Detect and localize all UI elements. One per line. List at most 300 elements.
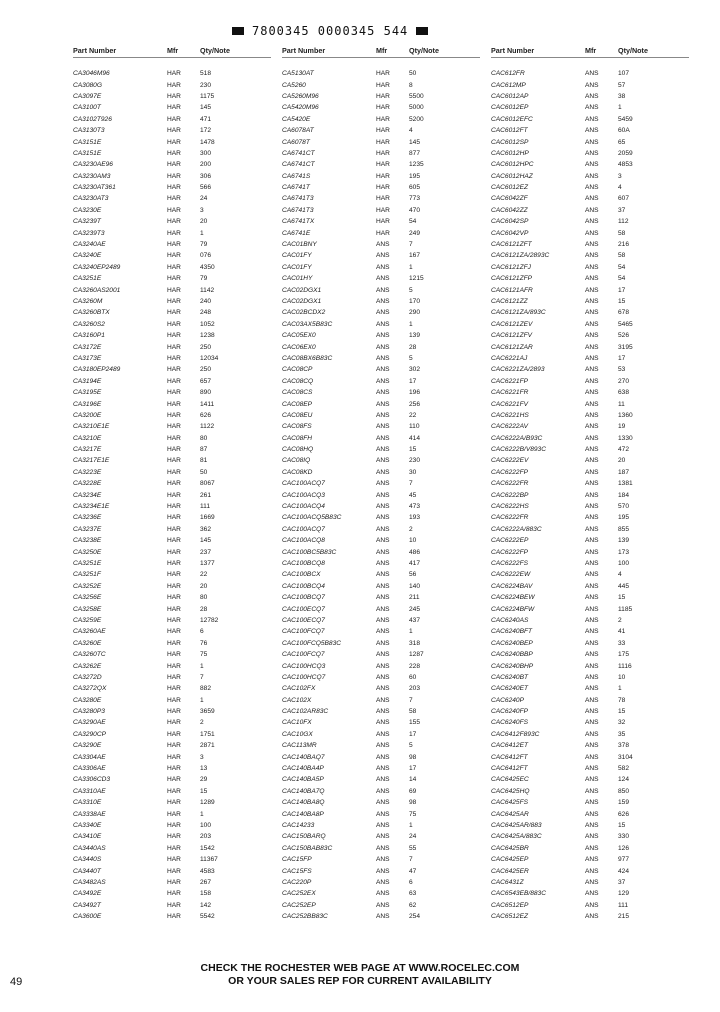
table-row	[491, 193, 689, 204]
qty-note-cell: 424	[618, 867, 630, 875]
table-row	[282, 68, 480, 79]
table-row	[73, 421, 271, 432]
qty-note-cell: 076	[200, 252, 212, 260]
table-row	[282, 900, 480, 911]
qty-note-cell: 1	[409, 628, 413, 636]
qty-note-cell: 1235	[409, 161, 424, 169]
mfr-cell: ANS	[585, 309, 599, 317]
qty-note-cell: 473	[409, 503, 421, 511]
qty-note-cell: 237	[200, 548, 212, 556]
qty-note-cell: 7	[409, 480, 413, 488]
table-row	[282, 148, 480, 159]
table-row	[282, 581, 480, 592]
table-row	[491, 865, 689, 876]
qty-note-cell: 256	[409, 400, 421, 408]
part-number-cell: CA3200E	[73, 411, 102, 419]
qty-note-cell: 245	[409, 605, 421, 613]
qty-note-cell: 69	[409, 787, 417, 795]
mfr-cell: ANS	[585, 890, 599, 898]
mfr-cell: ANS	[585, 708, 599, 716]
qty-note-cell: 626	[618, 810, 630, 818]
qty-note-cell: 203	[200, 833, 212, 841]
qty-note-cell: 4	[618, 184, 622, 192]
mfr-cell: HAR	[167, 685, 181, 693]
mfr-cell: ANS	[376, 605, 390, 613]
qty-note-cell: 145	[200, 537, 212, 545]
table-row	[73, 740, 271, 751]
qty-note-cell: 1360	[618, 411, 633, 419]
table-row	[282, 569, 480, 580]
qty-note-cell: 2059	[618, 149, 633, 157]
qty-note-cell: 15	[618, 821, 626, 829]
table-row	[491, 455, 689, 466]
table-row	[491, 820, 689, 831]
qty-note-cell: 526	[618, 332, 630, 340]
table-row	[282, 808, 480, 819]
qty-note-cell: 1	[200, 810, 204, 818]
table-row	[73, 763, 271, 774]
qty-note-cell: 4	[618, 571, 622, 579]
qty-note-cell: 1	[200, 662, 204, 670]
qty-note-cell: 100	[618, 559, 630, 567]
qty-note-cell: 15	[618, 708, 626, 716]
qty-note-cell: 6	[200, 628, 204, 636]
table-row	[282, 535, 480, 546]
part-number-cell: CA3160P1	[73, 332, 105, 340]
part-number-cell: CA3230AM3	[73, 172, 111, 180]
qty-note-cell: 184	[618, 491, 630, 499]
qty-note-cell: 28	[200, 605, 208, 613]
table-row	[73, 569, 271, 580]
table-row	[491, 307, 689, 318]
barcode-header	[232, 24, 452, 38]
part-number-cell: CAC10GX	[282, 730, 313, 738]
table-row	[73, 843, 271, 854]
mfr-cell: ANS	[376, 730, 390, 738]
mfr-cell: ANS	[376, 468, 390, 476]
qty-note-cell: 2	[200, 719, 204, 727]
table-row	[491, 535, 689, 546]
mfr-cell: HAR	[167, 856, 181, 864]
qty-note-cell: 54	[409, 218, 417, 226]
part-number-cell: CAC01FY	[282, 252, 312, 260]
part-number-cell: CA3338AE	[73, 810, 106, 818]
table-row	[73, 136, 271, 147]
table-row	[282, 387, 480, 398]
part-number-cell: CA6741CT	[282, 149, 315, 157]
table-row	[73, 114, 271, 125]
qty-note-cell: 24	[409, 833, 417, 841]
qty-note-cell: 24	[200, 195, 208, 203]
table-row	[282, 262, 480, 273]
mfr-cell: ANS	[585, 582, 599, 590]
mfr-cell: HAR	[167, 263, 181, 271]
qty-note-cell: 248	[200, 309, 212, 317]
qty-note-cell: 11367	[200, 856, 218, 864]
table-row	[73, 125, 271, 136]
mfr-cell: ANS	[585, 491, 599, 499]
qty-note-cell: 22	[200, 571, 208, 579]
table-row	[491, 478, 689, 489]
table-row	[491, 148, 689, 159]
qty-note-cell: 8067	[200, 480, 215, 488]
table-row	[73, 501, 271, 512]
qty-note-cell: 10	[409, 537, 417, 545]
part-number-cell: CA5130AT	[282, 70, 314, 78]
mfr-cell: ANS	[585, 765, 599, 773]
qty-note-cell: 1	[200, 229, 204, 237]
table-row	[491, 296, 689, 307]
table-row	[73, 592, 271, 603]
qty-note-cell: 773	[409, 195, 421, 203]
table-row	[491, 421, 689, 432]
qty-note-cell: 175	[618, 651, 630, 659]
qty-note-cell: 1052	[200, 320, 215, 328]
mfr-cell: ANS	[585, 799, 599, 807]
table-row	[282, 512, 480, 523]
mfr-cell: ANS	[585, 70, 599, 78]
table-row	[73, 854, 271, 865]
part-number-cell: CA6741CT	[282, 161, 315, 169]
mfr-cell: ANS	[376, 354, 390, 362]
part-number-cell: CA3258E	[73, 605, 102, 613]
table-row	[491, 239, 689, 250]
table-row	[282, 319, 480, 330]
table-row	[282, 877, 480, 888]
part-number-cell: CAC100BC5B83C	[282, 548, 337, 556]
table-row	[491, 250, 689, 261]
part-number-cell: CAC6240ET	[491, 685, 529, 693]
part-number-cell: CAC6121ZFJ	[491, 263, 531, 271]
part-number-cell: CAC252EX	[282, 890, 316, 898]
table-row	[73, 581, 271, 592]
mfr-cell: ANS	[376, 787, 390, 795]
table-row	[282, 205, 480, 216]
table-row	[491, 786, 689, 797]
mfr-cell: ANS	[585, 844, 599, 852]
mfr-cell: HAR	[167, 537, 181, 545]
qty-note-cell: 79	[200, 241, 208, 249]
header-mfr: Mfr	[585, 46, 597, 55]
table-row	[282, 489, 480, 500]
part-number-cell: CAC6224BEW	[491, 594, 535, 602]
table-row	[73, 79, 271, 90]
mfr-cell: ANS	[376, 673, 390, 681]
mfr-cell: ANS	[585, 149, 599, 157]
part-number-cell: CAC06EX0	[282, 343, 316, 351]
part-number-cell: CAC6425AR	[491, 810, 529, 818]
qty-note-cell: 139	[409, 332, 421, 340]
part-number-cell: CAC6042ZZ	[491, 206, 528, 214]
part-number-cell: CA5420M96	[282, 104, 319, 112]
mfr-cell: ANS	[376, 480, 390, 488]
mfr-cell: ANS	[585, 206, 599, 214]
table-row	[282, 467, 480, 478]
table-row	[73, 706, 271, 717]
part-number-cell: CAC102AR83C	[282, 708, 329, 716]
mfr-cell: HAR	[167, 366, 181, 374]
table-row	[282, 524, 480, 535]
mfr-cell: ANS	[376, 571, 390, 579]
table-row	[282, 774, 480, 785]
part-number-cell: CAC6222FP	[491, 548, 529, 556]
qty-note-cell: 850	[618, 787, 630, 795]
mfr-cell: ANS	[376, 651, 390, 659]
column-header	[491, 46, 689, 58]
qty-note-cell: 1	[618, 685, 622, 693]
table-row	[73, 615, 271, 626]
qty-note-cell: 41	[618, 628, 626, 636]
table-row	[282, 683, 480, 694]
part-number-cell: CA3236E	[73, 514, 102, 522]
mfr-cell: ANS	[585, 92, 599, 100]
mfr-cell: ANS	[376, 241, 390, 249]
mfr-cell: ANS	[585, 298, 599, 305]
part-number-cell: CAC6240FP	[491, 708, 529, 716]
qty-note-cell: 1238	[200, 332, 215, 340]
table-row	[282, 102, 480, 113]
qty-note-cell: 29	[200, 776, 208, 784]
part-number-cell: CA3259E	[73, 616, 102, 624]
part-number-cell: CA6741E	[282, 229, 311, 237]
mfr-cell: HAR	[376, 195, 390, 203]
table-row	[73, 808, 271, 819]
mfr-cell: HAR	[167, 480, 181, 488]
table-row	[491, 649, 689, 660]
table-row	[73, 672, 271, 683]
part-number-cell: CA6741T3	[282, 195, 314, 203]
qty-note-cell: 855	[618, 525, 630, 533]
mfr-cell: ANS	[376, 708, 390, 716]
table-row	[282, 843, 480, 854]
mfr-cell: ANS	[585, 525, 599, 533]
qty-note-cell: 155	[409, 719, 421, 727]
part-number-cell: CAC6222EV	[491, 457, 529, 465]
mfr-cell: HAR	[376, 81, 390, 89]
table-row	[282, 284, 480, 295]
mfr-cell: ANS	[376, 491, 390, 499]
table-row	[491, 672, 689, 683]
mfr-cell: HAR	[167, 206, 181, 214]
table-row	[282, 854, 480, 865]
table-row	[491, 364, 689, 375]
mfr-cell: HAR	[167, 70, 181, 78]
qty-note-cell: 28	[409, 343, 417, 351]
qty-note-cell: 5000	[409, 104, 424, 112]
table-row	[73, 603, 271, 614]
qty-note-cell: 638	[618, 389, 630, 397]
table-row	[282, 603, 480, 614]
table-row	[73, 148, 271, 159]
qty-note-cell: 5542	[200, 913, 215, 921]
mfr-cell: ANS	[585, 172, 599, 180]
part-number-cell: CA3304AE	[73, 753, 106, 761]
part-number-cell: CA3080G	[73, 81, 102, 89]
part-number-cell: CA3210E1E	[73, 423, 110, 431]
qty-note-cell: 19	[618, 423, 626, 431]
table-row	[282, 740, 480, 751]
part-number-cell: CAC15FP	[282, 856, 312, 864]
table-row	[73, 638, 271, 649]
qty-note-cell: 877	[409, 149, 421, 157]
qty-note-cell: 17	[409, 765, 417, 773]
part-number-cell: CAC100HCQ7	[282, 673, 326, 681]
qty-note-cell: 195	[618, 514, 630, 522]
table-row	[491, 717, 689, 728]
table-row	[491, 387, 689, 398]
table-row	[73, 535, 271, 546]
qty-note-cell: 4	[409, 127, 413, 135]
part-number-cell: CA3217E	[73, 446, 102, 454]
qty-note-cell: 882	[200, 685, 212, 693]
mfr-cell: HAR	[167, 844, 181, 852]
mfr-cell: ANS	[376, 821, 390, 829]
qty-note-cell: 56	[409, 571, 417, 579]
mfr-cell: HAR	[167, 719, 181, 727]
part-number-cell: CAC102FX	[282, 685, 316, 693]
table-row	[73, 694, 271, 705]
mfr-cell: HAR	[376, 127, 390, 135]
table-row	[73, 467, 271, 478]
table-row	[73, 330, 271, 341]
part-number-cell: CA5420E	[282, 115, 311, 123]
qty-note-cell: 240	[200, 298, 212, 305]
part-number-cell: CA3217E1E	[73, 457, 110, 465]
qty-note-cell: 79	[200, 275, 208, 283]
qty-note-cell: 1185	[618, 605, 633, 613]
table-row	[491, 854, 689, 865]
table-row	[282, 421, 480, 432]
part-number-cell: CA3260AS2001	[73, 286, 121, 294]
part-number-cell: CAC100FCQ7	[282, 651, 325, 659]
part-number-cell: CAC6121ZZ	[491, 298, 528, 305]
parts-rows	[491, 68, 689, 922]
table-row	[73, 319, 271, 330]
part-number-cell: CAC02DGX1	[282, 298, 322, 305]
part-number-cell: CA3130T3	[73, 127, 105, 135]
mfr-cell: ANS	[376, 263, 390, 271]
qty-note-cell: 302	[409, 366, 421, 374]
part-number-cell: CAC6425AR/883	[491, 821, 542, 829]
part-number-cell: CA3237E	[73, 525, 102, 533]
table-row	[491, 444, 689, 455]
mfr-cell: HAR	[376, 92, 390, 100]
part-number-cell: CA3100T	[73, 104, 101, 112]
table-row	[73, 524, 271, 535]
mfr-cell: ANS	[585, 662, 599, 670]
qty-note-cell: 8	[409, 81, 413, 89]
mfr-cell: ANS	[376, 799, 390, 807]
part-number-cell: CA6741T	[282, 184, 310, 192]
part-number-cell: CAC100BCQ8	[282, 559, 325, 567]
table-row	[491, 546, 689, 557]
part-number-cell: CAC6042VP	[491, 229, 529, 237]
mfr-cell: HAR	[376, 149, 390, 157]
qty-note-cell: 3659	[200, 708, 215, 716]
table-row	[73, 296, 271, 307]
table-row	[491, 125, 689, 136]
mfr-cell: ANS	[585, 81, 599, 89]
mfr-cell: HAR	[376, 138, 390, 146]
mfr-cell: HAR	[167, 377, 181, 385]
part-number-cell: CAC6240BT	[491, 673, 529, 681]
mfr-cell: ANS	[585, 559, 599, 567]
qty-note-cell: 124	[618, 776, 630, 784]
part-number-cell: CAC100FCQ7	[282, 628, 325, 636]
mfr-cell: HAR	[167, 833, 181, 841]
table-row	[73, 865, 271, 876]
table-row	[491, 341, 689, 352]
part-number-cell: CA3230E	[73, 206, 102, 214]
qty-note-cell: 230	[409, 457, 421, 465]
part-number-cell: CA3194E	[73, 377, 102, 385]
mfr-cell: ANS	[376, 867, 390, 875]
qty-note-cell: 582	[618, 765, 630, 773]
part-number-cell: CAC6222B/V893C	[491, 446, 546, 454]
table-row	[73, 273, 271, 284]
qty-note-cell: 76	[200, 639, 208, 647]
part-number-cell: CAC10FX	[282, 719, 312, 727]
mfr-cell: HAR	[167, 673, 181, 681]
table-row	[491, 171, 689, 182]
qty-note-cell: 678	[618, 309, 630, 317]
part-number-cell: CA3234E	[73, 491, 102, 499]
part-number-cell: CAC6121ZAR	[491, 343, 533, 351]
mfr-cell: HAR	[167, 104, 181, 112]
qty-note-cell: 33	[618, 639, 626, 647]
mfr-cell: ANS	[585, 605, 599, 613]
part-number-cell: CA3492T	[73, 901, 101, 909]
table-row	[282, 831, 480, 842]
qty-note-cell: 58	[409, 708, 417, 716]
part-number-cell: CAC08BX6B83C	[282, 354, 333, 362]
part-number-cell: CAC6221ZA/2893	[491, 366, 545, 374]
part-number-cell: CA3239T	[73, 218, 101, 226]
mfr-cell: HAR	[167, 434, 181, 442]
part-number-cell: CAC08FH	[282, 434, 313, 442]
qty-note-cell: 98	[409, 799, 417, 807]
table-row	[73, 774, 271, 785]
part-number-cell: CA3180EP2489	[73, 366, 121, 374]
mfr-cell: HAR	[167, 81, 181, 89]
qty-note-cell: 158	[200, 890, 212, 898]
mfr-cell: ANS	[585, 742, 599, 750]
table-row	[282, 216, 480, 227]
table-row	[73, 250, 271, 261]
table-row	[73, 911, 271, 922]
table-row	[491, 569, 689, 580]
mfr-cell: HAR	[167, 172, 181, 180]
part-number-cell: CAC6012EP	[491, 104, 529, 112]
qty-note-cell: 1289	[200, 799, 215, 807]
mfr-cell: HAR	[167, 309, 181, 317]
mfr-cell: HAR	[167, 241, 181, 249]
part-number-cell: CA3600E	[73, 913, 102, 921]
table-row	[491, 558, 689, 569]
qty-note-cell: 417	[409, 559, 421, 567]
part-number-cell: CAC15FS	[282, 867, 312, 875]
qty-note-cell: 254	[409, 913, 421, 921]
qty-note-cell: 570	[618, 503, 630, 511]
part-number-cell: CAC6240BEP	[491, 639, 533, 647]
part-number-cell: CA3410E	[73, 833, 102, 841]
column-header	[73, 46, 271, 58]
part-number-cell: CA3492E	[73, 890, 102, 898]
mfr-cell: ANS	[585, 343, 599, 351]
mfr-cell: ANS	[376, 696, 390, 704]
part-number-cell: CAC6412FT	[491, 753, 528, 761]
mfr-cell: HAR	[167, 514, 181, 522]
